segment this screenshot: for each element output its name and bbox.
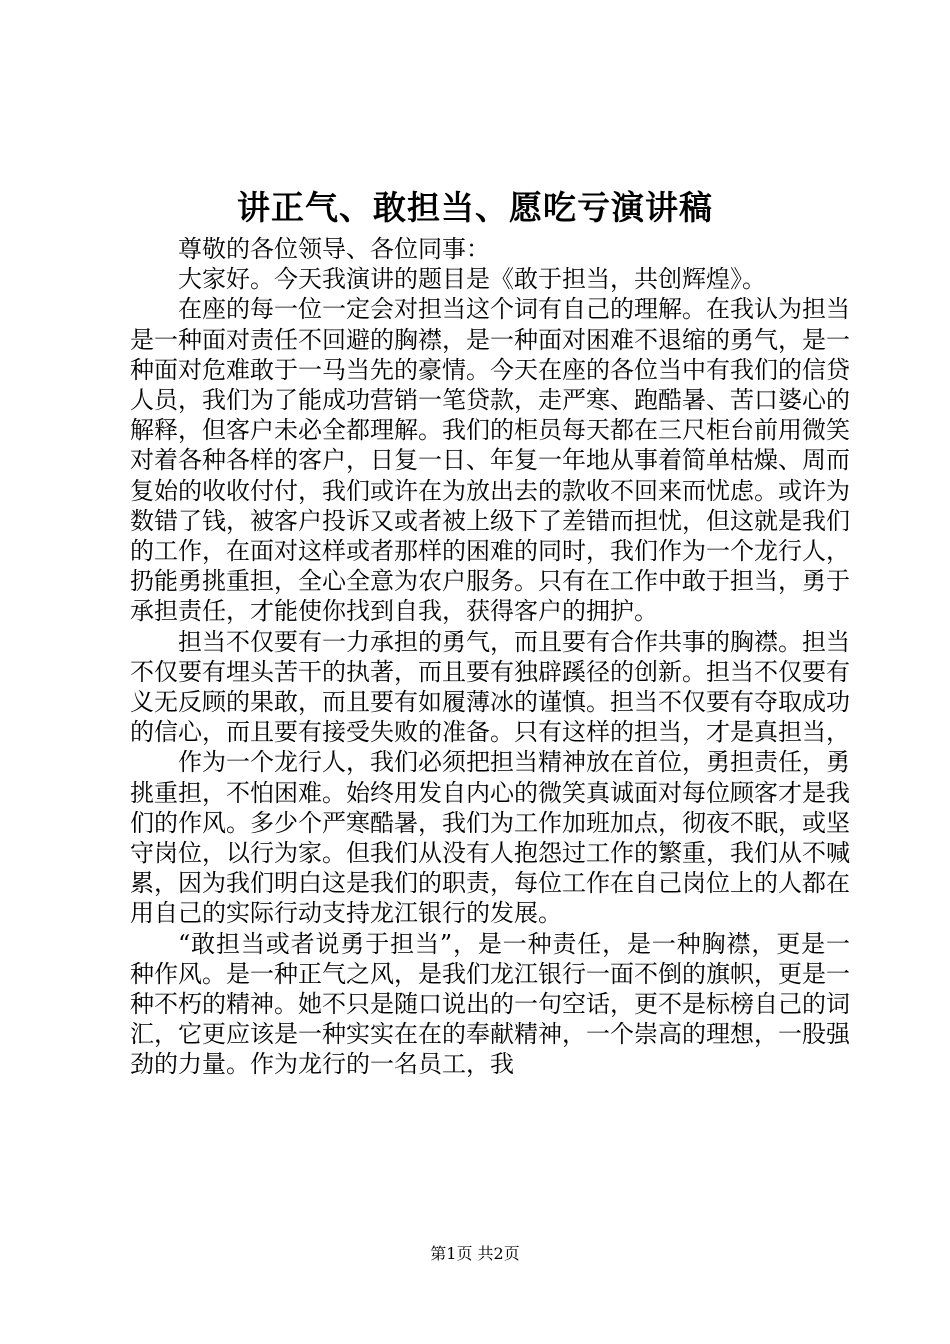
document-body [130,234,850,1080]
paragraph-greeting: 大家好。今天我演讲的题目是《敢于担当，共创辉煌》。 [178,265,766,294]
paragraph-body-1: 在座的每一位一定会对担当这个词有自己的理解。在我认为担当是一种面对责任不回避的胸襟，是一种面对困难不退缩的勇气，是一种面对危难敢于一马当先的豪情。今天在座的各位当中有我们的信贷人员，我们为了能成功营销一笔贷款，走严寒、跑酷暑、苦口婆心的解释，但客户未必全都理解。我们的柜员每天都在三尺柜台前用微笑对着各种各样的客户，日复一日、年复一年地从事着简单枯燥、周而复始的收收付付，我们或许在为放出去的款收不回来而忧虑。或许为数错了钱，被客户投诉又或者被上级下了差错而担忧，但这就是我们的工作，在面对这样或者那样的困难的同时，我们作为一个龙行人，扔能勇挑重担，全心全意为农户服务。只有在工作中敢于担当，勇于承担责任，才能使你找到自我，获得客户的拥护。 [130,295,850,626]
page-number-footer: 第1页 共2页 [430,1244,520,1263]
paragraph-body-3: 作为一个龙行人，我们必须把担当精神放在首位，勇担责任，勇挑重担，不怕困难。始终用发自内心的微笑真诚面对每位顾客才是我们的作风。多少个严寒酷暑，我们为工作加班加点，彻夜不眠，或坚守岗位，以行为家。但我们从没有人抱怨过工作的繁重，我们从不喊累，因为我们明白这是我们的职责，每位工作在自己岗位上的人都在用自己的实际行动支持龙江银行的发展。 [130,748,850,928]
paragraph-salutation: 尊敬的各位领导、各位同事： [178,235,490,263]
paragraph-body-4: “敢担当或者说勇于担当”，是一种责任，是一种胸襟，更是一种作风。是一种正气之风，是我们龙江银行一面不倒的旗帜，更是一种不朽的精神。她不只是随口说出的一句空话，更不是标榜自己的词汇，它更应该是一种实实在在的奉献精神，一个崇高的理想，一股强劲的力量。作为龙行的一名员工，我 [130,929,850,1079]
paragraph-body-2: 担当不仅要有一力承担的勇气，而且要有合作共事的胸襟。担当不仅要有埋头苦干的执著，而且要有独辟蹊径的创新。担当不仅要有义无反顾的果敢，而且要有如履薄冰的谨慎。担当不仅要有夺取成功的信心，而且要有接受失败的准备。只有这样的担当，才是真担当， [130,627,850,747]
document-title: 讲正气、敢担当、愿吃亏演讲稿 [237,188,713,227]
